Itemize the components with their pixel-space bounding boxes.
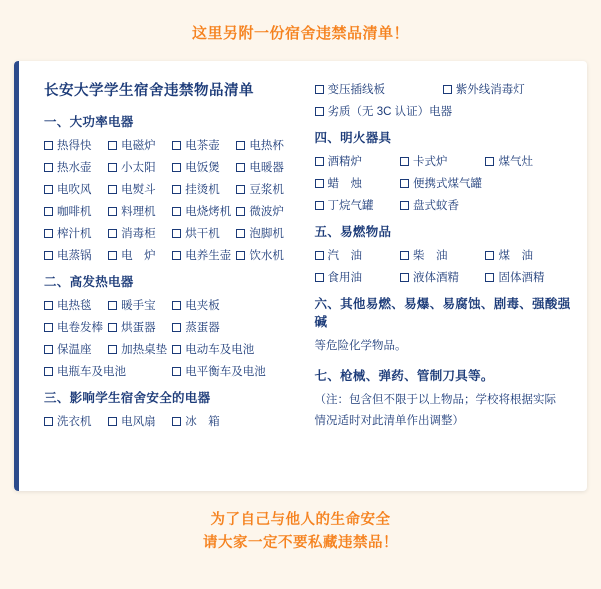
list-item-label: 固体酒精 — [498, 272, 545, 284]
list-item[interactable] — [44, 181, 108, 197]
checkbox-row — [315, 103, 572, 119]
checkbox-icon[interactable] — [108, 345, 117, 354]
list-item-label: 烘蛋器 — [121, 322, 156, 334]
list-item[interactable] — [172, 203, 236, 219]
list-item[interactable] — [44, 225, 108, 241]
checkbox-icon[interactable] — [108, 207, 117, 216]
list-item-label: 挂烫机 — [185, 184, 220, 196]
checkbox-icon[interactable] — [485, 157, 494, 166]
list-item-label: 便携式煤气罐 — [412, 178, 482, 190]
checkbox-icon[interactable] — [108, 323, 117, 332]
list-item[interactable] — [44, 319, 108, 335]
list-item-label: 电 炉 — [121, 250, 156, 262]
bottom-banner — [0, 491, 601, 555]
list-item-label: 电瓶车及电池 — [57, 366, 126, 378]
checkbox-icon[interactable] — [172, 417, 181, 426]
list-item[interactable] — [315, 81, 443, 97]
list-item-label: 加热桌垫 — [121, 344, 168, 356]
list-item-label: 煤 油 — [498, 250, 533, 262]
list-item[interactable] — [44, 363, 172, 379]
top-banner: 这里另附一份宿舍违禁品清单！ — [191, 25, 409, 42]
list-item-label: 电卷发棒 — [57, 322, 103, 334]
list-item-label: 消毒柜 — [121, 228, 156, 240]
list-item-label: 蒸蛋器 — [185, 322, 220, 334]
notice-card — [14, 61, 587, 491]
page-title: 长安大学学生宿舍违禁物品清单 — [44, 82, 254, 99]
list-item[interactable] — [485, 269, 570, 285]
checkbox-icon[interactable] — [236, 163, 245, 172]
list-item[interactable] — [108, 225, 172, 241]
list-item[interactable] — [108, 137, 172, 153]
list-item[interactable] — [172, 341, 300, 357]
checkbox-row — [44, 203, 301, 219]
checkbox-icon[interactable] — [44, 367, 53, 376]
list-item[interactable] — [315, 153, 400, 169]
list-item[interactable] — [172, 363, 300, 379]
checkbox-icon[interactable] — [172, 323, 181, 332]
checkbox-icon[interactable] — [236, 207, 245, 216]
list-item-label: 暖手宝 — [121, 300, 156, 312]
list-item[interactable] — [315, 103, 572, 119]
checkbox-icon[interactable] — [315, 201, 324, 210]
list-item-label: 电动车及电池 — [185, 344, 255, 356]
list-item[interactable] — [44, 159, 108, 175]
checkbox-icon[interactable] — [236, 185, 245, 194]
checkbox-icon[interactable] — [108, 229, 117, 238]
checkbox-icon[interactable] — [236, 229, 245, 238]
list-item-label: 豆浆机 — [249, 184, 284, 196]
list-item[interactable] — [44, 137, 108, 153]
list-item[interactable] — [400, 269, 485, 285]
checkbox-icon[interactable] — [485, 273, 494, 282]
checkbox-row — [44, 413, 301, 429]
bottom-banner-line2: 请大家一定不要私藏违禁品！ — [203, 535, 398, 552]
list-item-label: 电熨斗 — [121, 184, 156, 196]
list-item-label: 饮水机 — [249, 250, 284, 262]
list-item-label: 热水壶 — [57, 162, 92, 174]
checkbox-icon[interactable] — [172, 141, 181, 150]
list-item-label: 微波炉 — [249, 206, 284, 218]
list-item-label: 蜡 烛 — [327, 178, 362, 190]
checkbox-icon[interactable] — [400, 157, 409, 166]
checkbox-row — [315, 269, 572, 285]
list-item-label: 保温座 — [57, 344, 92, 356]
checkbox-icon[interactable] — [44, 207, 53, 216]
checkbox-icon[interactable] — [44, 301, 53, 310]
list-item-label: 泡脚机 — [249, 228, 284, 240]
section-paragraph: 等危险化学物品。 — [314, 340, 407, 352]
checkbox-icon[interactable] — [172, 185, 181, 194]
list-item[interactable] — [485, 247, 570, 263]
list-item-label: 劣质（无 3C 认证）电器 — [327, 106, 453, 118]
checkbox-row — [44, 159, 301, 175]
checkbox-icon[interactable] — [108, 141, 117, 150]
checkbox-row — [315, 81, 572, 97]
checkbox-row — [44, 247, 301, 263]
list-item-label: 电夹板 — [185, 300, 220, 312]
checkbox-row — [44, 225, 301, 241]
section-heading: 三、影响学生宿舍安全的电器 — [44, 391, 211, 405]
checkbox-icon[interactable] — [44, 141, 53, 150]
list-item[interactable] — [315, 197, 400, 213]
list-item[interactable] — [400, 175, 571, 191]
list-item[interactable] — [108, 341, 172, 357]
checkbox-icon[interactable] — [108, 417, 117, 426]
list-item-label: 电养生壶 — [185, 250, 232, 262]
list-item-label: 榨汁机 — [57, 228, 92, 240]
checkbox-icon[interactable] — [44, 251, 53, 260]
checkbox-icon[interactable] — [400, 273, 409, 282]
list-item[interactable] — [400, 247, 485, 263]
list-item[interactable] — [236, 225, 300, 241]
checkbox-icon[interactable] — [315, 157, 324, 166]
list-item[interactable] — [172, 225, 236, 241]
list-item-label: 洗衣机 — [57, 416, 92, 428]
checkbox-icon[interactable] — [400, 251, 409, 260]
checkbox-icon[interactable] — [172, 163, 181, 172]
list-item[interactable] — [172, 297, 236, 313]
list-item-label: 电热杯 — [249, 140, 284, 152]
checkbox-row — [44, 297, 301, 313]
section-heading: 六、其他易燃、易爆、易腐蚀、剧毒、强酸强碱 — [314, 297, 571, 329]
checkbox-row — [315, 175, 572, 191]
list-item[interactable] — [172, 413, 236, 429]
left-column — [30, 75, 301, 475]
section-heading: 二、高发热电器 — [44, 275, 134, 289]
list-item-label: 电磁炉 — [121, 140, 156, 152]
list-item-label: 电风扇 — [121, 416, 156, 428]
list-item-label: 电热毯 — [57, 300, 92, 312]
section-heading: 四、明火器具 — [314, 131, 392, 145]
list-item[interactable] — [400, 197, 485, 213]
list-item[interactable] — [236, 137, 300, 153]
checkbox-icon[interactable] — [315, 85, 324, 94]
checkbox-icon[interactable] — [108, 251, 117, 260]
checkbox-icon[interactable] — [108, 301, 117, 310]
list-item[interactable] — [315, 269, 400, 285]
list-item[interactable] — [44, 203, 108, 219]
checkbox-icon[interactable] — [172, 301, 181, 310]
list-item-label: 煤气灶 — [498, 156, 533, 168]
list-item-label: 盘式蚊香 — [412, 200, 459, 212]
checkbox-icon[interactable] — [44, 417, 53, 426]
list-item-label: 电饭煲 — [185, 162, 220, 174]
list-item-label: 汽 油 — [327, 250, 362, 262]
checkbox-row — [315, 247, 572, 263]
list-item[interactable] — [108, 159, 172, 175]
list-item[interactable] — [172, 159, 236, 175]
card-columns — [30, 75, 571, 475]
list-item[interactable] — [443, 81, 571, 97]
list-item[interactable] — [108, 319, 172, 335]
list-item-label: 烘干机 — [185, 228, 220, 240]
checkbox-icon[interactable] — [172, 345, 181, 354]
section-heading: 七、枪械、弹药、管制刀具等。 — [314, 368, 494, 383]
checkbox-icon[interactable] — [44, 163, 53, 172]
list-item[interactable] — [44, 413, 108, 429]
list-item[interactable] — [236, 247, 300, 263]
checkbox-icon[interactable] — [315, 273, 324, 282]
checkbox-icon[interactable] — [400, 201, 409, 210]
checkbox-icon[interactable] — [485, 251, 494, 260]
checkbox-icon[interactable] — [236, 141, 245, 150]
section-paragraph: 情况适时对此清单作出调整） — [314, 415, 464, 428]
list-item-label: 柴 油 — [412, 250, 448, 262]
checkbox-icon[interactable] — [315, 107, 324, 116]
list-item-label: 变压插线板 — [327, 84, 385, 96]
checkbox-icon[interactable] — [172, 367, 181, 376]
list-item-label: 小太阳 — [121, 162, 156, 174]
list-item[interactable] — [485, 153, 570, 169]
list-item-label: 液体酒精 — [412, 272, 459, 284]
list-item[interactable] — [172, 247, 236, 263]
checkbox-icon[interactable] — [400, 179, 409, 188]
checkbox-icon[interactable] — [108, 163, 117, 172]
list-item[interactable] — [172, 137, 236, 153]
right-column — [315, 75, 572, 475]
checkbox-icon[interactable] — [172, 251, 181, 260]
checkbox-icon[interactable] — [172, 229, 181, 238]
list-item[interactable] — [236, 181, 300, 197]
list-item-label: 咖啡机 — [57, 206, 92, 218]
list-item-label: 热得快 — [57, 140, 92, 152]
checkbox-row — [44, 363, 301, 379]
section-paragraph: （注：包含但不限于以上物品；学校将根据实际 — [314, 393, 556, 406]
list-item-label: 电茶壶 — [185, 140, 220, 152]
checkbox-icon[interactable] — [236, 251, 245, 260]
list-item-label: 电暖器 — [249, 162, 284, 174]
list-item-label: 食用油 — [327, 272, 362, 284]
list-item-label: 电平衡车及电池 — [185, 366, 266, 378]
list-item[interactable] — [236, 159, 300, 175]
checkbox-row — [315, 197, 572, 213]
list-item-label: 卡式炉 — [412, 156, 448, 168]
list-item-label: 冰 箱 — [185, 416, 220, 428]
checkbox-row — [44, 341, 301, 357]
checkbox-icon[interactable] — [108, 185, 117, 194]
list-item-label: 料理机 — [121, 206, 156, 218]
checkbox-icon[interactable] — [443, 85, 452, 94]
checkbox-icon[interactable] — [172, 207, 181, 216]
list-item-label: 电烧烤机 — [185, 206, 232, 218]
list-item-label: 电吹风 — [57, 184, 92, 196]
list-item[interactable] — [400, 153, 485, 169]
list-item[interactable] — [44, 247, 108, 263]
section-heading: 一、大功率电器 — [44, 115, 134, 129]
checkbox-icon[interactable] — [44, 323, 53, 332]
list-item[interactable] — [108, 413, 172, 429]
list-item[interactable] — [108, 203, 172, 219]
list-item[interactable] — [315, 175, 400, 191]
list-item-label: 紫外线消毒灯 — [455, 84, 525, 96]
list-item[interactable] — [44, 341, 108, 357]
checkbox-row — [44, 319, 301, 335]
checkbox-icon[interactable] — [315, 179, 324, 188]
list-item[interactable] — [172, 319, 236, 335]
list-item[interactable] — [236, 203, 300, 219]
section-heading: 五、易燃物品 — [314, 225, 392, 239]
list-item[interactable] — [108, 297, 172, 313]
checkbox-icon[interactable] — [44, 229, 53, 238]
list-item[interactable] — [108, 247, 172, 263]
checkbox-row — [315, 153, 572, 169]
checkbox-row — [44, 137, 301, 153]
list-item-label: 电蒸锅 — [57, 250, 92, 262]
checkbox-icon[interactable] — [44, 185, 53, 194]
list-item[interactable] — [315, 247, 400, 263]
list-item[interactable] — [172, 181, 236, 197]
checkbox-icon[interactable] — [315, 251, 324, 260]
bottom-banner-line1: 为了自己与他人的生命安全 — [210, 512, 391, 528]
checkbox-icon[interactable] — [44, 345, 53, 354]
checkbox-row — [44, 181, 301, 197]
list-item[interactable] — [44, 297, 108, 313]
list-item-label: 丁烷气罐 — [327, 200, 374, 212]
list-item-label: 酒精炉 — [327, 156, 362, 168]
list-item[interactable] — [108, 181, 172, 197]
